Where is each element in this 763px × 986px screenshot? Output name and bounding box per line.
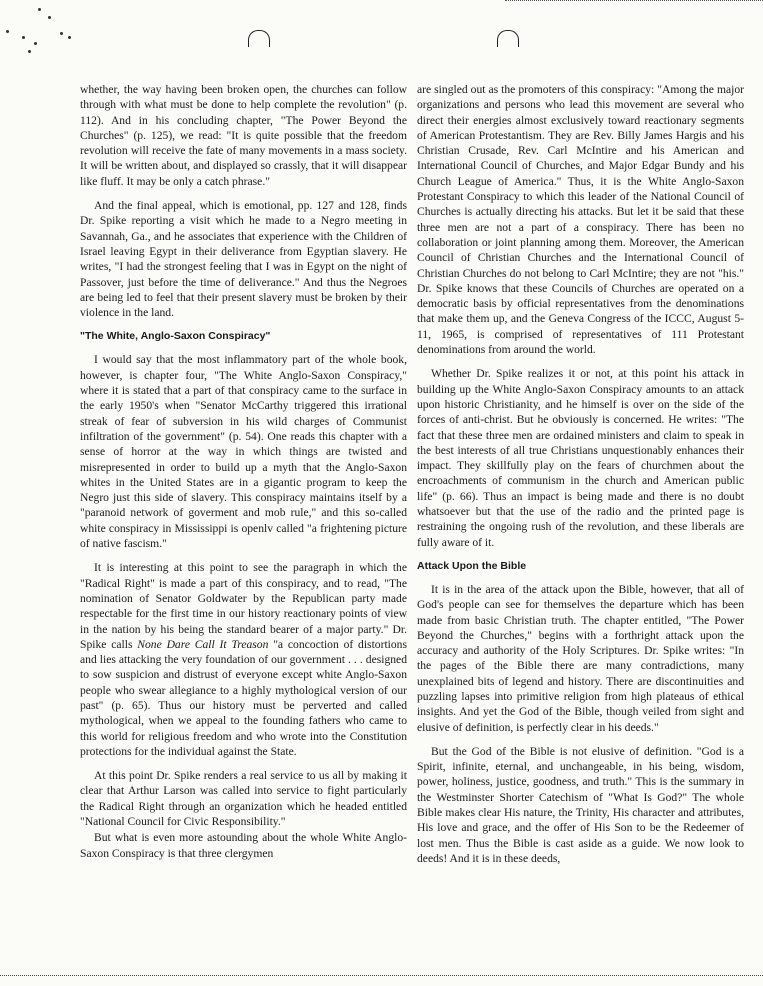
scan-specks — [4, 8, 84, 58]
paragraph-text: It is interesting at this point to see the paragraph in which the "Radical Right" is made a part of this conspiracy, and to read, "The nomination of Senator Goldwater by the Republican party made respectable for the first time in our history reactionary points of view in the nation by his being the standard bearer of a major party." Dr. Spike calls — [80, 561, 407, 651]
paragraph: whether, the way having been broken open, the churches can follow through with what must be done to help complete the revolution" (p. 112). And in his concluding chapter, "The Power Beyond the Churches" (p. 125), we read: "It is quite possible that the freedom revolution will receive the fate of many movements in a mass society. It will be written about, and displayed so crassly, that it will disappear like fluff. It may be only a catch phrase." — [80, 83, 407, 188]
paragraph: And the final appeal, which is emotional, pp. 127 and 128, finds Dr. Spike reporting a visit which he made to a Negro meeting in Savannah, Ga., and he associates that experience with the Children of Israel leaving Egypt in their deliverance from Egyptian slavery. He writes, "I had the strongest feeling that I was in Egypt on the night of Passover, just before the time of deliverance." And thus the Negroes are being led to feel that their present slavery must be broken by their violence in the land. — [80, 199, 407, 320]
book-title: None Dare Call It Treason — [137, 637, 269, 651]
section-heading: Attack Upon the Bible — [417, 559, 527, 572]
right-column — [417, 82, 744, 875]
paragraph: are singled out as the promoters of this conspiracy: "Among the major organizations and persons who lead this movement are several who direct their energies almost exclusively toward reactionary segments of American Protestantism. They are Rev. Billy James Hargis and his Christian Crusade, Rev. Carl McIntire and his American and International Council of Churches, and Major Edgar Bundy and his Church League of America." Thus, it is the White Anglo-Saxon Protestant Conspiracy to which this leader of the National Council of Churches is actually directing his attacks. But let it be said that these three men are not a part of a conspiracy. There has been no collaboration or joint planning among them. Moreover, the American Council of Christian Churches and the International Council of Christian Churches do not belong to Carl McIntire; they are not "his." Dr. Spike knows that these Councils of Churches are operated on a democratic basis by official representatives from the denominations that make them up, and the Geneva Congress of the ICCC, August 5-11, 1965, is comprised of representatives of 111 Protestant denominations from around the world. — [417, 83, 744, 357]
binder-hole-right — [497, 30, 519, 47]
section-heading: "The White, Anglo-Saxon Conspiracy" — [80, 330, 271, 343]
paragraph: It is in the area of the attack upon the Bible, however, that all of God's people can see for themselves the departure which has been made from basic Christian truth. The chapter entitled, "The Power Beyond the Churches," begins with a forthright attack upon the accuracy and authority of the Holy Scriptures. Dr. Spike writes: "In the pages of the Bible there are many contradictions, many unexplained bits of legend and history. There are discontinuities and puzzling lapses into primitive religion from high plateaus of ethical insights. And yet the God of the Bible, though veiled from sight and elusive of definition, is perfectly clear in his deeds." — [417, 582, 744, 734]
bottom-edge-rule — [0, 975, 763, 976]
binder-hole-left — [248, 30, 270, 47]
left-column — [80, 82, 407, 870]
paragraph-text: "a concoction of distortions and lies attacking the very foundation of our government . . . designed to sow suspicion and distrust of everyone except white Anglo-Saxon people who swear allegiance to a highly mythological version of our past" (p. 65). Thus our history must be perverted and called mythological, when we appeal to the founding fathers who came to this world for religious freedom and who wrote into the Constitution protections for the individual against the State. — [80, 637, 407, 758]
paragraph — [80, 560, 407, 759]
paragraph: But the God of the Bible is not elusive of definition. "God is a Spirit, infinite, eternal, and unchangeable, in his being, wisdom, power, holiness, justice, goodness, and truth." This is the summary in the Westminster Shorter Catechism of "What Is God?" The whole Bible makes clear His nature, the Trinity, His character and attributes, His love and grace, and the offer of His Son to be the Redeemer of lost men. Thus the Bible is cast aside as a guide. We now look to deeds! And it is in these deeds, — [417, 744, 744, 865]
paragraph: Whether Dr. Spike realizes it or not, at this point his attack in building up the White Anglo-Saxon Conspiracy amounts to an attack upon historic Christianity, and he himself is over on the side of the forces of anti-christ. But he obviously is concerned. He writes: "The fact that these three men are ordained ministers and claim to speak in the best interests of all true Christians unquestionably enhances their impact. They skillfully play on the fears of churchmen about the encroachments of communism in the church and American public life" (p. 66). Thus an impact is being made and there is no doubt whatsoever but that the use of the radio and the printed page is restraining the ongoing rush of the revolution, and these liberals are fully aware of it. — [417, 367, 744, 549]
paragraph: But what is even more astounding about the whole White Anglo-Saxon Conspiracy is that three clergymen — [80, 831, 407, 860]
paragraph: I would say that the most inflammatory part of the whole book, however, is chapter four, "The White Anglo-Saxon Conspiracy," where it is stated that a part of that conspiracy came to the surface in the early 1950's when "Senator McCarthy triggered this irrational streak of fear of subversion in his wild charges of Communist infiltration of the government" (p. 54). One reads this chapter with a sense of horror at the way in which things are twisted and misrepresented in order to build up a myth that the Anglo-Saxon whites in the United States are in a gigantic program to keep the Negro just this side of slavery. This conspiracy maintains itself by a "paranoid network of goverment and mob rule," and this so-called white conspiracy in Mississippi is openlv called "a frightening picture of native fascism." — [80, 353, 407, 551]
paragraph: At this point Dr. Spike renders a real service to us all by making it clear that Arthur Larson was called into service to fight particularly the Radical Right through an organization which he headed entitled "National Council for Civic Responsibility." — [80, 769, 407, 829]
top-edge-dots — [505, 0, 763, 3]
